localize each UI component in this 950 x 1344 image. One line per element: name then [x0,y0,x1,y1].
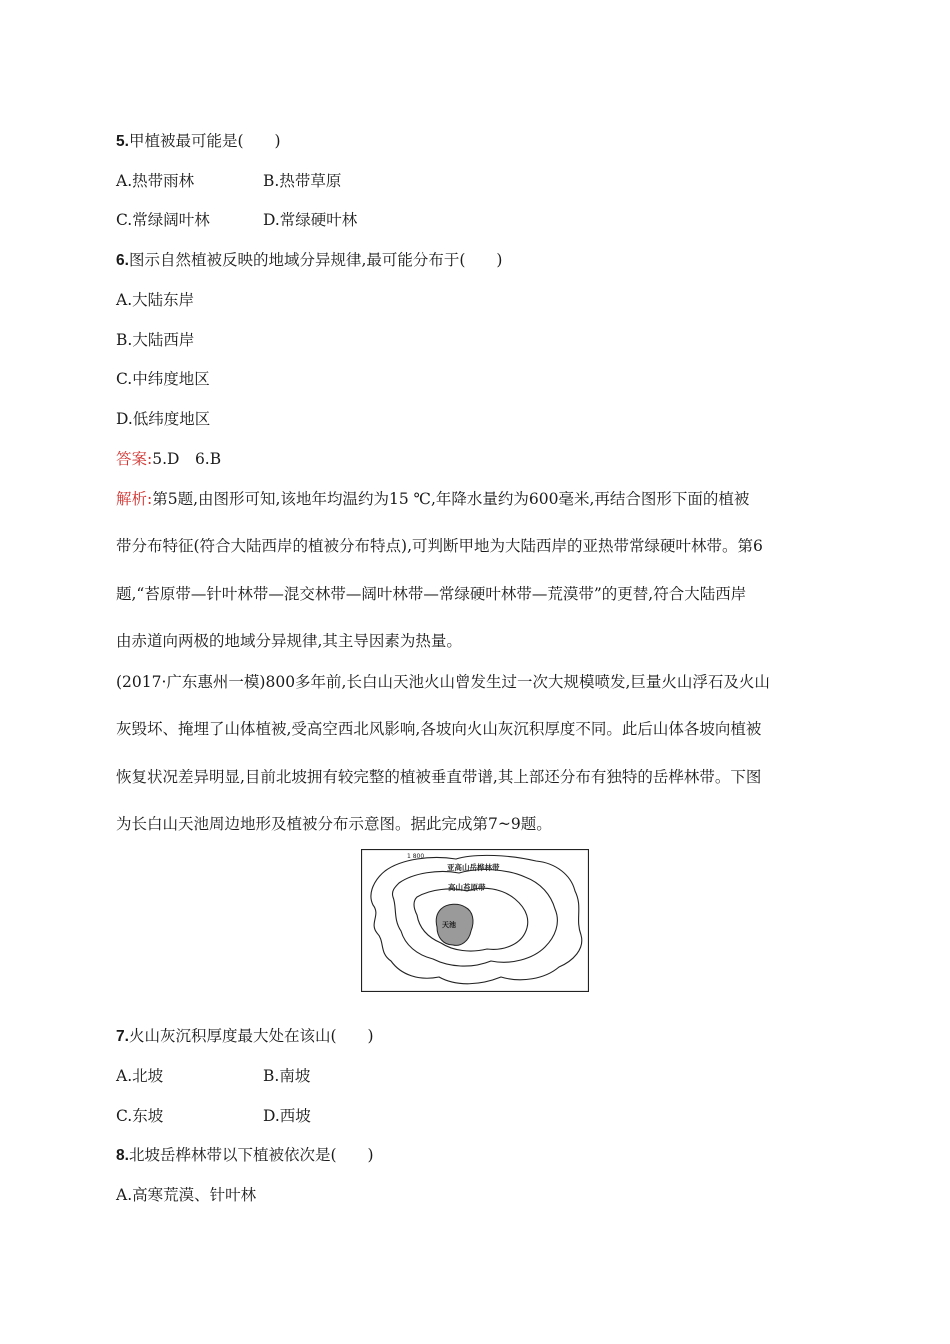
analysis-text: 第5题,由图形可知,该地年均温约为15 ℃,年降水量约为600毫米,再结合图形下面的植被 [152,490,750,508]
analysis-line-1 [116,489,749,509]
q5-options-row-2 [116,210,358,230]
option-b: B.南坡 [263,1067,311,1085]
option-d: D.常绿硬叶林 [263,211,358,229]
q7-options-row-2 [116,1106,311,1126]
q5-options-row-1 [116,171,342,191]
question-stem: 北坡岳桦林带以下植被依次是( ) [128,1146,374,1164]
option-c: C.中纬度地区 [116,370,210,388]
analysis-line-3: 题,“苔原带—针叶林带—混交林带—阔叶林带—常绿硬叶林带—荒漠带”的更替,符合大陆西岸 [116,585,747,603]
option-d: D.西坡 [263,1107,311,1125]
analysis-label: 解析: [116,490,153,508]
option-a: A.热带雨林 [116,172,195,190]
option-a: A.北坡 [116,1067,164,1085]
question-stem: 图示自然植被反映的地域分异规律,最可能分布于( ) [128,251,503,269]
q7-options-row-1 [116,1066,311,1086]
passage-line-1: (2017·广东惠州一模)800多年前,长白山天池火山曾发生过一次大规模喷发,巨量火山浮石及火山 [116,673,770,691]
contour-label: 1 800 [407,853,425,860]
question-number: 6. [116,252,129,269]
analysis-line-2: 带分布特征(符合大陆西岸的植被分布特点),可判断甲地为大陆西岸的亚热带常绿硬叶林带。第6 [116,537,763,555]
analysis-line-4: 由赤道向两极的地域分异规律,其主导因素为热量。 [116,632,462,650]
question-5 [116,131,281,152]
question-number: 8. [116,1147,129,1164]
question-number: 7. [116,1028,129,1045]
lake-label: 天池 [442,921,456,929]
birch-forest-label: 亚高山岳桦林带 [447,863,500,872]
option-c: C.东坡 [116,1107,164,1125]
option-a: A.高寒荒漠、针叶林 [116,1186,257,1204]
option-a: A.大陆东岸 [116,291,195,309]
passage-line-3: 恢复状况差异明显,目前北坡拥有较完整的植被垂直带谱,其上部还分布有独特的岳桦林带。下图 [116,768,762,786]
question-7 [116,1026,374,1047]
answer-label: 答案: [116,450,153,468]
tundra-label: 高山苔原带 [448,883,486,892]
option-b: B.热带草原 [263,172,342,190]
question-6 [116,250,502,271]
tianchi-vegetation-map [361,849,589,992]
option-b: B.大陆西岸 [116,331,195,349]
question-8 [116,1145,374,1166]
passage-line-2: 灰毁坏、掩埋了山体植被,受高空西北风影响,各坡向火山灰沉积厚度不同。此后山体各坡向植被 [116,720,762,738]
passage-line-4: 为长白山天池周边地形及植被分布示意图。据此完成第7~9题。 [116,815,552,833]
answer-text: 5.D 6.B [152,450,222,468]
question-number: 5. [116,133,129,150]
question-stem: 甲植被最可能是( ) [128,132,281,150]
option-d: D.低纬度地区 [116,410,211,428]
option-c: C.常绿阔叶林 [116,211,210,229]
question-stem: 火山灰沉积厚度最大处在该山( ) [128,1027,374,1045]
answer-line [116,449,221,469]
